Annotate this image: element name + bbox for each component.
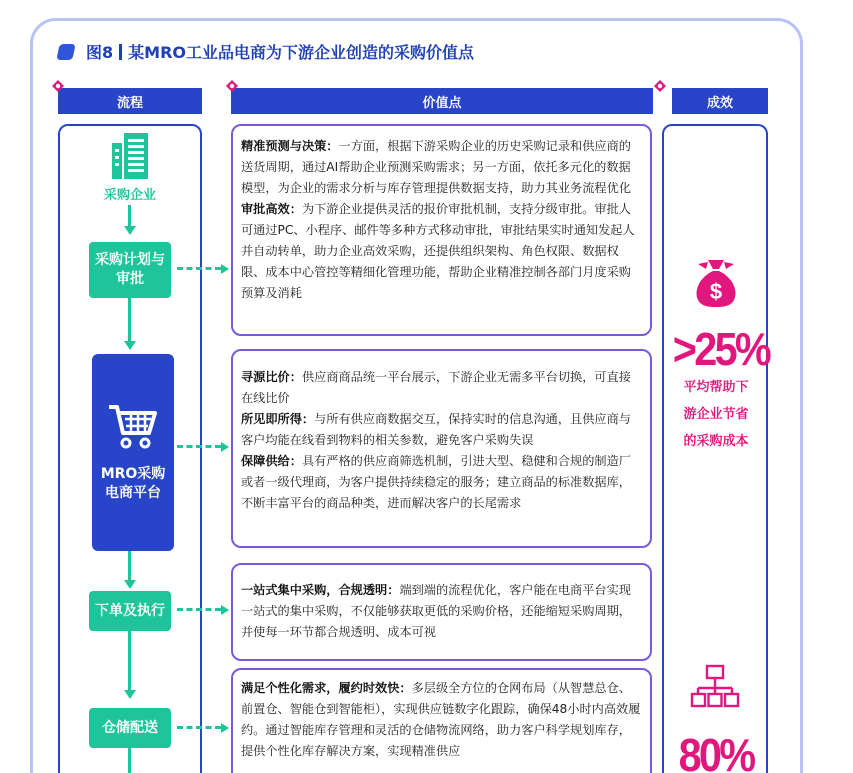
pin-icon — [654, 80, 666, 92]
header-flow: 流程 — [58, 88, 202, 114]
header-effect: 成效 — [672, 88, 768, 114]
dashed-connector — [177, 608, 221, 611]
arrow-down-icon — [124, 341, 136, 350]
arrow-down-icon — [124, 580, 136, 589]
building-icon — [110, 131, 150, 181]
dashed-connector — [177, 726, 221, 729]
arrow-right-icon — [221, 723, 229, 733]
arrow-right-icon — [221, 442, 229, 452]
effect-desc-cost: 平均帮助下 游企业节省 的采购成本 — [683, 380, 749, 449]
flow-connector — [128, 298, 131, 342]
arrow-right-icon — [221, 264, 229, 274]
figure-number: 图8 — [86, 43, 114, 62]
pin-icon — [52, 80, 64, 92]
title-separator — [119, 44, 122, 60]
shopping-cart-icon — [107, 403, 159, 451]
flow-step-planning: 采购计划与 审批 — [89, 242, 171, 298]
value-box-planning — [231, 124, 652, 336]
figure-title-text: 某MRO工业品电商为下游企业创造的采购价值点 — [128, 43, 474, 62]
value-paragraph: 精准预测与决策：一方面，根据下游采购企业的历史采购记录和供应商的送货周期，通过AI帮助企业预测采购需求；另一方面，依托多元化的数据模型，为企业的需求分析与库存管理提供数据支持，助力其业务流程优化 — [241, 139, 631, 195]
flow-platform — [92, 354, 174, 551]
dashed-connector — [177, 267, 221, 270]
flow-step-delivery: 仓储配送 — [89, 708, 171, 748]
value-paragraph: 保障供给：具有严格的供应商筛选机制，引进大型、稳健和合规的制造厂或者一级代理商，为客户提供持续稳定的服务；建立商品的标准数据库，不断丰富平台的商品种类，进而解决客户的长尾需求 — [241, 454, 631, 510]
money-bag-icon — [694, 256, 738, 308]
value-paragraph: 满足个性化需求，履约时效快：多层级全方位的仓网布局（从智慧总仓、前置仓、智能仓到智能柜），实现供应链数字化跟踪，确保48小时内高效履约。通过智能库存管理和灵活的仓储物流网络，助力客户科学规划库存，提供个性化库存解决方案，实现精准供应 — [241, 681, 641, 758]
arrow-right-icon — [221, 605, 229, 615]
value-paragraph: 所见即所得：与所有供应商数据交互，保持实时的信息沟通，且供应商与客户均能在线看到物料的相关参数，避免客户采购失误 — [241, 412, 631, 447]
value-paragraph: 一站式集中采购，合规透明：端到端的流程优化，客户能在电商平台实现一站式的集中采购，不仅能够获取更低的采购价格，还能缩短采购周期，并使每一环节都合规透明、成本可视 — [241, 583, 631, 639]
value-paragraph: 寻源比价：供应商商品统一平台展示，下游企业无需多平台切换，可直接在线比价 — [241, 370, 631, 405]
effect-value-second: 80% — [678, 729, 754, 773]
flow-connector — [128, 551, 131, 581]
arrow-down-icon — [124, 690, 136, 699]
flow-connector — [128, 631, 131, 691]
title-marker-icon — [56, 44, 75, 60]
flow-connector — [128, 748, 131, 773]
header-value: 价值点 — [231, 88, 653, 114]
effect-value-cost: >25% — [672, 323, 770, 375]
value-box-delivery — [231, 668, 652, 773]
hierarchy-icon — [690, 664, 740, 720]
svg-text:$: $ — [709, 279, 723, 304]
flow-step-order: 下单及执行 — [89, 591, 171, 631]
dashed-connector — [177, 445, 221, 448]
pin-icon — [226, 80, 238, 92]
value-paragraph: 审批高效：为下游企业提供灵活的报价审批机制，支持分级审批。审批人可通过PC、小程序、邮件等多种方式移动审批，审批结果实时通知发起人并自动转单，助力企业高效采购，还提供组织架构、角色权限、数据权限、成本中心管控等精细化管理功能，帮助企业精准控制各部门月度采购预算及消耗 — [241, 202, 635, 300]
value-box-order — [231, 563, 652, 661]
figure-title — [58, 40, 474, 63]
flow-connector — [128, 205, 131, 227]
enterprise-label: 采购企业 — [103, 188, 156, 203]
value-box-platform — [231, 349, 652, 548]
arrow-down-icon — [124, 226, 136, 235]
platform-label: MRO采购 电商平台 — [100, 465, 166, 501]
